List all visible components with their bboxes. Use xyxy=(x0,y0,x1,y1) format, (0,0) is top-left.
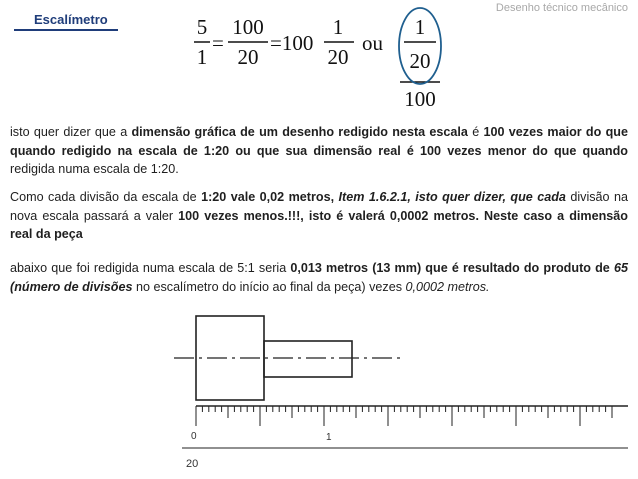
ruler-ticks xyxy=(196,406,612,426)
fraction-4-top: 1 xyxy=(414,15,426,39)
part-and-scale-drawing xyxy=(172,314,628,474)
equals-hundred: =100 xyxy=(270,31,314,55)
text-run: 0,0002 metros. xyxy=(405,279,490,294)
text-run: divisão na nova escala passará a valer xyxy=(10,190,628,223)
fraction-3-denominator: 20 xyxy=(327,45,349,69)
text-run: Como cada divisão da escala de xyxy=(10,190,202,204)
part-shaft-outline xyxy=(264,341,352,377)
paragraph-scale-meaning xyxy=(10,123,628,179)
ruler-label-one: 1 xyxy=(326,432,332,443)
fraction-1-denominator: 1 xyxy=(196,45,208,69)
paragraph-real-dimension xyxy=(10,259,628,296)
document-caption: Desenho técnico mecânico xyxy=(495,2,628,14)
text-run: Item 1.6.2.1, isto quer dizer, que cada xyxy=(338,190,566,204)
paragraph-division-value xyxy=(10,188,628,244)
ruler-scale-label: 20 xyxy=(186,458,199,470)
text-run: 100 vezes menos.!!!, isto é valerá 0,0002 metros. Neste caso a dimensão real da peça xyxy=(10,208,629,241)
fraction-4-middle: 20 xyxy=(409,49,431,73)
ruler-label-zero: 0 xyxy=(191,431,197,442)
text-run: 0,013 metros (13 mm) que é resultado do produto de xyxy=(290,261,614,275)
fraction-3-numerator: 1 xyxy=(332,15,344,39)
text-run: dimensão gráfica de um desenho redigido nesta escala xyxy=(131,125,468,139)
text-run: é xyxy=(467,125,484,139)
text-run: 65 (número de divisões xyxy=(10,261,628,294)
equals-sign: = xyxy=(212,31,224,55)
title-underline xyxy=(14,29,118,31)
text-run: no escalímetro do início ao final da peça) vezes xyxy=(132,279,406,294)
fraction-2-numerator: 100 xyxy=(232,15,264,39)
fraction-2-denominator: 20 xyxy=(237,45,259,69)
fraction-1-numerator: 5 xyxy=(196,15,208,39)
text-run: abaixo que foi redigida numa escala de 5:1 seria xyxy=(10,261,291,275)
fraction-4-bottom: 100 xyxy=(404,87,436,111)
text-run: isto quer dizer que a xyxy=(10,125,132,139)
or-connector: ou xyxy=(362,31,383,55)
text-run: redigida numa escala de 1:20. xyxy=(10,162,179,176)
text-run: 1:20 vale 0,02 metros, xyxy=(201,190,339,204)
text-run: 100 vezes maior do que quando redigido na escala de 1:20 ou que sua dimensão real é 100 vezes menor do que quando xyxy=(10,125,628,158)
section-title: Escalímetro xyxy=(34,12,108,27)
scale-formula xyxy=(190,6,450,118)
